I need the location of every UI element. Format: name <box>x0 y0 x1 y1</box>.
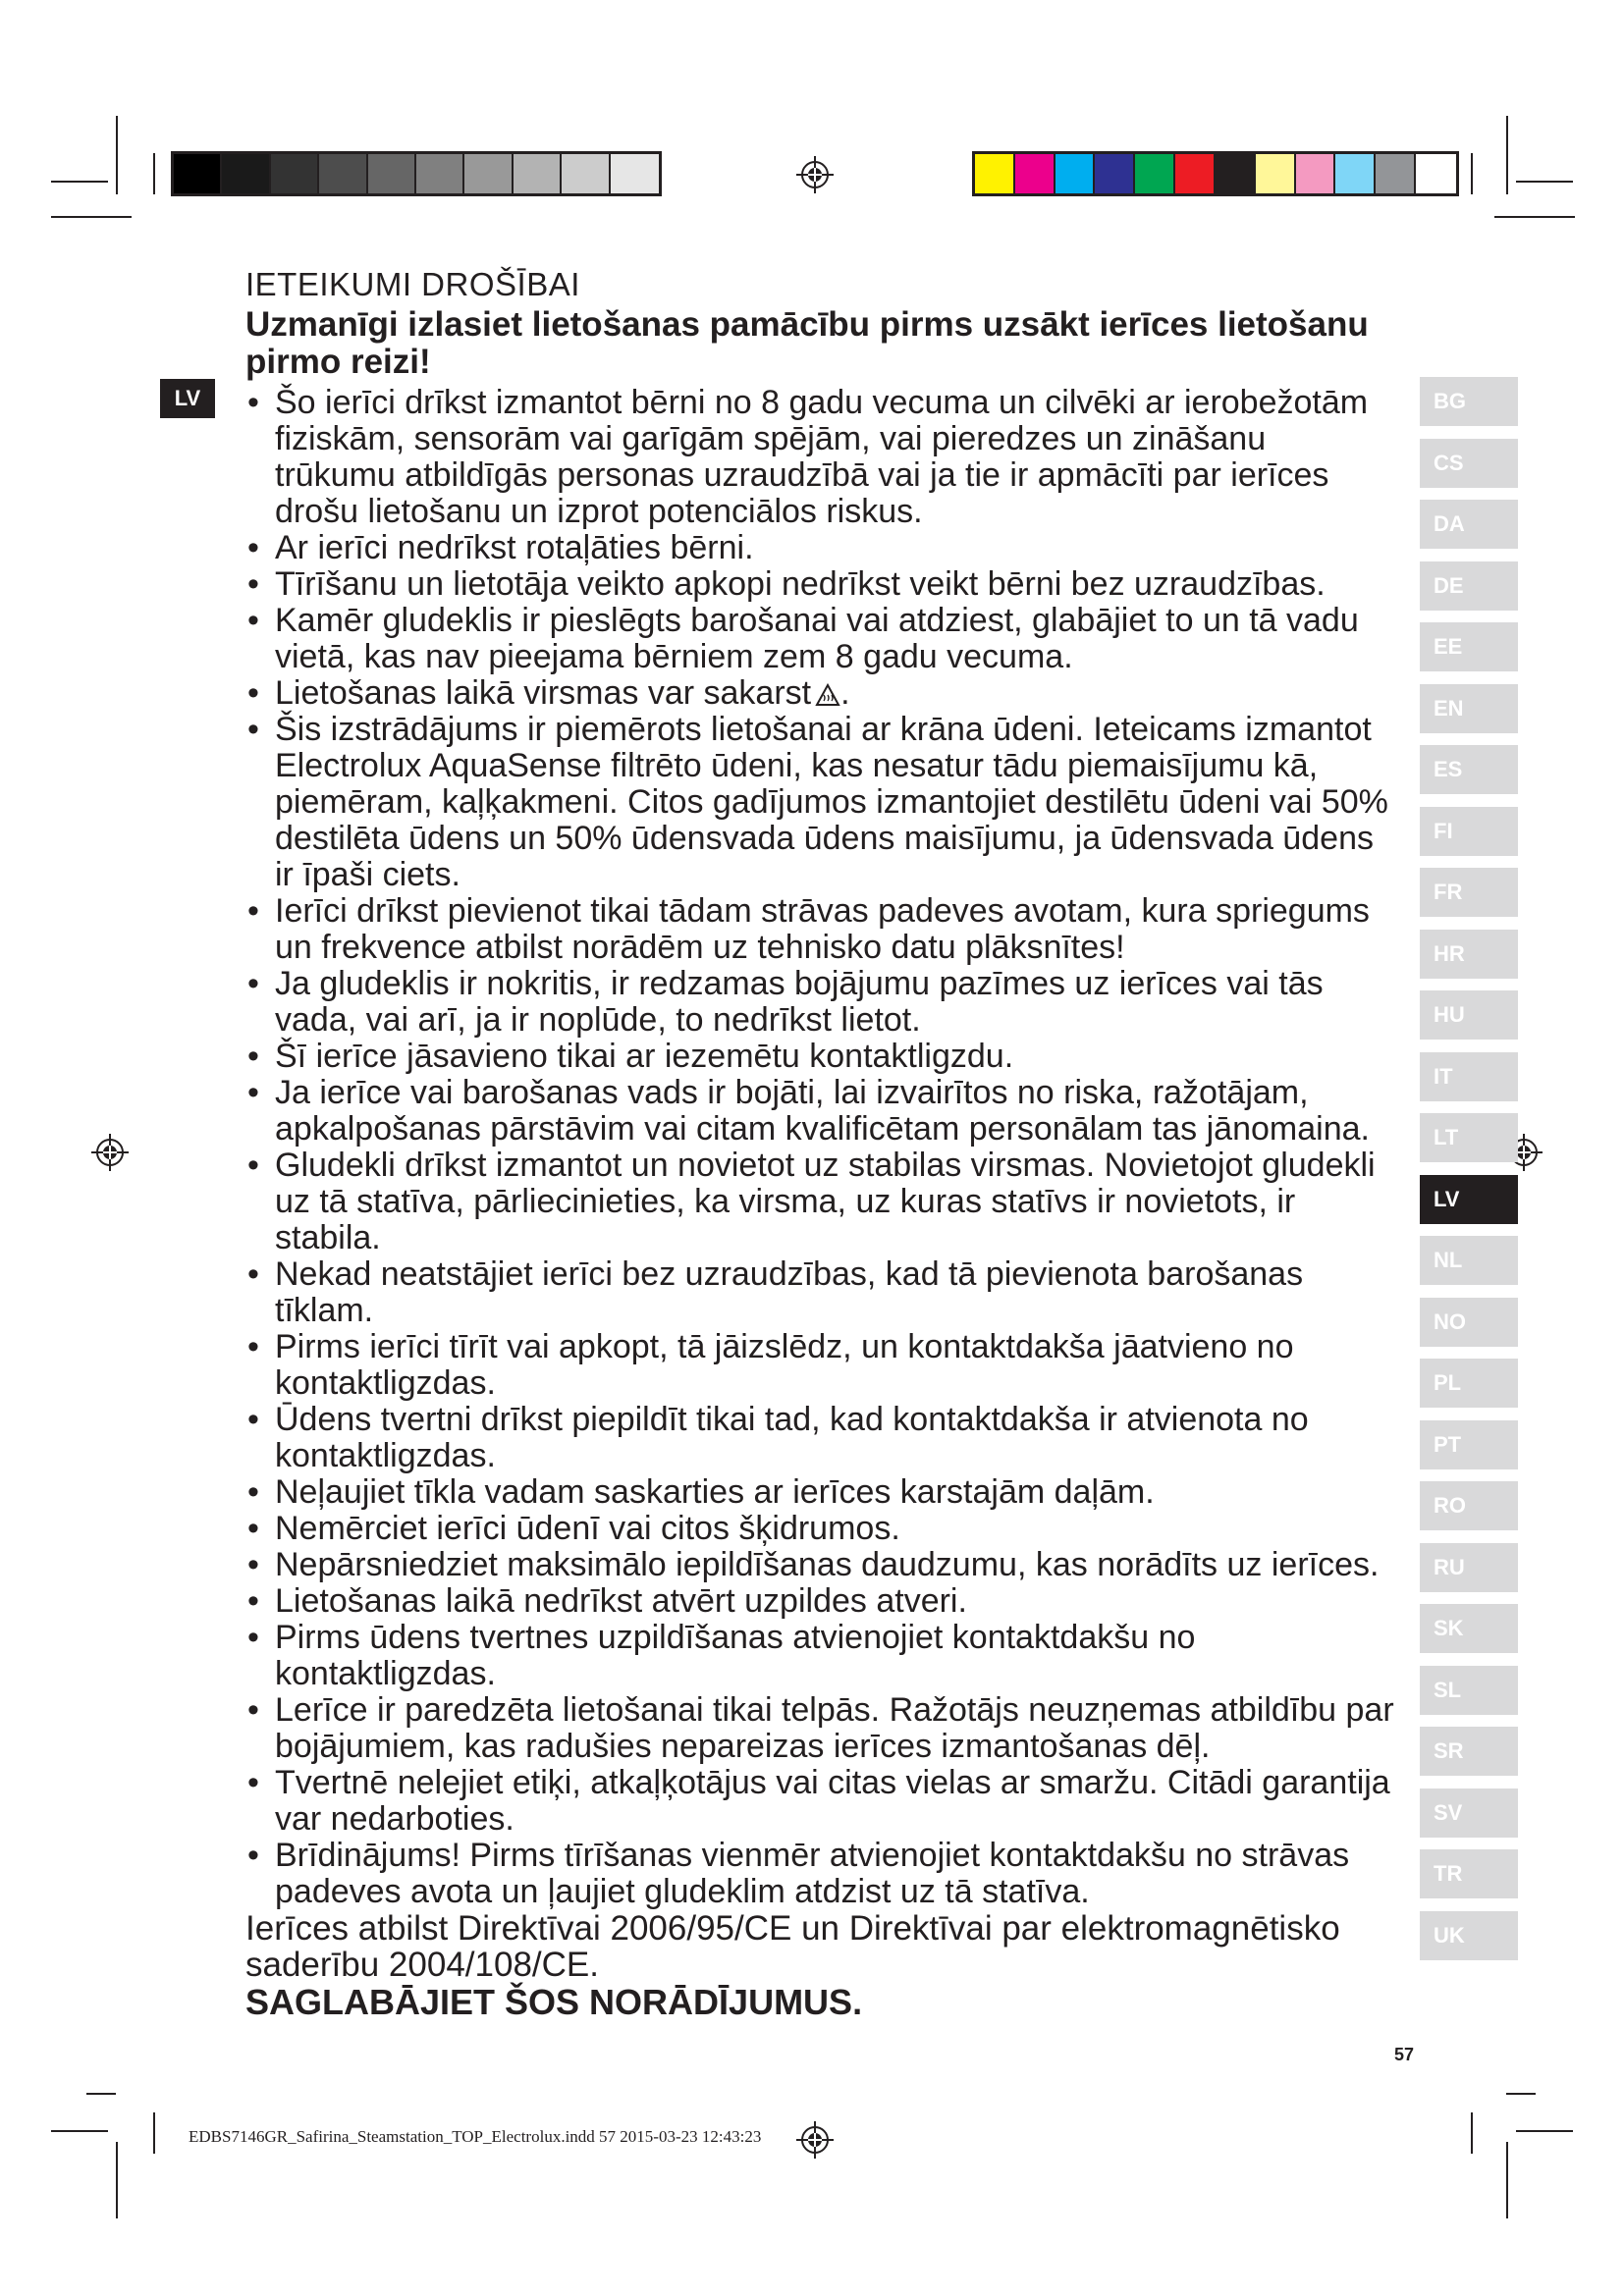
crop-mark <box>1506 2142 1508 2218</box>
language-tab-fi: FI <box>1420 807 1518 856</box>
instruction-text: Ja gludeklis ir nokritis, ir redzamas bojājumu pazīmes uz ierīces vai tās vada, vai arī, ja ir noplūde, to nedrīkst lietot. <box>275 965 1324 1039</box>
color-swatch <box>1376 154 1416 193</box>
instruction-item <box>245 893 1394 966</box>
language-tab-sr: SR <box>1420 1727 1518 1776</box>
instruction-item <box>245 1547 1394 1583</box>
color-swatch <box>464 154 513 193</box>
instruction-item: • Lietošanas laikā virsmas var sakarst . <box>245 675 1394 712</box>
instruction-item <box>245 1148 1394 1256</box>
color-swatch <box>174 154 222 193</box>
page-number: 57 <box>1394 2045 1415 2064</box>
registration-mark-icon <box>90 1133 130 1172</box>
color-swatch <box>1095 154 1135 193</box>
instruction-item <box>245 1583 1394 1620</box>
language-tab-bg: BG <box>1420 377 1518 426</box>
color-swatch <box>416 154 464 193</box>
crop-mark <box>1471 153 1473 194</box>
color-swatch <box>319 154 367 193</box>
crop-mark <box>1494 216 1575 218</box>
instruction-text: Tīrīšanu un lietotāja veikto apkopi nedrīkst veikt bērni bez uzraudzības. <box>275 565 1326 603</box>
instruction-item <box>245 385 1394 530</box>
crop-mark <box>153 2112 155 2154</box>
registration-mark-icon <box>795 2120 835 2160</box>
color-swatch <box>1175 154 1216 193</box>
crop-mark <box>1516 181 1573 183</box>
language-tab-ro: RO <box>1420 1481 1518 1530</box>
safety-instructions <box>245 265 1394 2022</box>
crop-mark <box>1506 2093 1536 2095</box>
instruction-item <box>245 1329 1394 1402</box>
language-tabs <box>1420 377 1518 1972</box>
side-language-tab: LV <box>160 379 215 418</box>
instruction-text: Nemērciet ierīci ūdenī vai citos šķidrumos. <box>275 1510 900 1547</box>
color-swatch <box>975 154 1015 193</box>
language-tab-hr: HR <box>1420 930 1518 979</box>
instruction-text: Šī ierīce jāsavieno tikai ar iezemētu kontaktligzdu. <box>275 1038 1014 1075</box>
instruction-item <box>245 712 1394 893</box>
instruction-text: Gludekli drīkst izmantot un novietot uz stabilas virsmas. Novietojot gludekli uz tā statīva, pārliecinieties, ka virsma, uz kuras statīvs ir novietots, ir stabila. <box>275 1147 1376 1256</box>
compliance-statement: Ierīces atbilst Direktīvai 2006/95/CE un Direktīvai par elektromagnētisko saderību 2004/108/CE. <box>245 1909 1340 1984</box>
instruction-item <box>245 1620 1394 1692</box>
color-swatch <box>1056 154 1096 193</box>
instruction-text: Šo ierīci drīkst izmantot bērni no 8 gadu vecuma un cilvēki ar ierobežotām fiziskām, sensorām vai garīgām spējām, vai pieredzes un zināšanu trūkumu atbildīgās personas uzraudzībā vai ja tie ir apmācīti par ierīces drošu lietošanu un izprot potenciālos riskus. <box>275 384 1369 530</box>
crop-mark <box>51 216 132 218</box>
language-tab-da: DA <box>1420 500 1518 549</box>
language-tab-uk: UK <box>1420 1911 1518 1960</box>
crop-mark <box>116 2142 118 2218</box>
color-swatch <box>1216 154 1256 193</box>
instruction-item <box>245 1838 1394 1910</box>
instruction-item <box>245 1474 1394 1511</box>
instruction-text: Neļaujiet tīkla vadam saskarties ar ierīces karstajām daļām. <box>275 1473 1155 1511</box>
language-tab-ru: RU <box>1420 1543 1518 1592</box>
instruction-text: Ierīci drīkst pievienot tikai tādam strāvas padeves avotam, kura spriegums un frekvence atbilst norādēm uz tehnisko datu plāksnītes! <box>275 892 1370 966</box>
instruction-item <box>245 1256 1394 1329</box>
language-tab-fr: FR <box>1420 868 1518 917</box>
instruction-list <box>245 385 1394 1910</box>
instruction-text: Lietošanas laikā virsmas var sakarst <box>275 674 812 712</box>
language-tab-cs: CS <box>1420 439 1518 488</box>
registration-mark-icon <box>795 155 835 194</box>
grayscale-color-bar <box>171 151 662 196</box>
color-swatch <box>1015 154 1056 193</box>
language-tab-es: ES <box>1420 745 1518 794</box>
crop-mark <box>116 116 118 194</box>
color-swatch <box>222 154 270 193</box>
language-tab-nl: NL <box>1420 1236 1518 1285</box>
language-tab-it: IT <box>1420 1052 1518 1101</box>
section-subheading: Uzmanīgi izlasiet lietošanas pamācību pirms uzsākt ierīces lietošanu pirmo reizi! <box>245 305 1369 381</box>
color-swatch <box>271 154 319 193</box>
save-notice: SAGLABĀJIET ŠOS NORĀDĪJUMUS. <box>245 1982 863 2022</box>
crop-mark <box>1506 116 1508 194</box>
instruction-item <box>245 1402 1394 1474</box>
language-tab-lv: LV <box>1420 1175 1518 1224</box>
language-tab-lt: LT <box>1420 1113 1518 1162</box>
instruction-text: Ar ierīci nedrīkst rotaļāties bērni. <box>275 529 754 566</box>
language-tab-pt: PT <box>1420 1420 1518 1469</box>
language-tab-no: NO <box>1420 1298 1518 1347</box>
instruction-item <box>245 1039 1394 1075</box>
instruction-text: Nekad neatstājiet ierīci bez uzraudzības, kad tā pievienota barošanas tīklam. <box>275 1255 1304 1329</box>
color-swatch <box>562 154 610 193</box>
color-swatch <box>1335 154 1376 193</box>
crop-mark <box>51 2130 108 2132</box>
print-slug: EDBS7146GR_Safirina_Steamstation_TOP_Electrolux.indd 57 2015-03-23 12:43:23 <box>189 2127 762 2146</box>
instruction-text: Šis izstrādājums ir piemērots lietošanai ar krāna ūdeni. Ieteicams izmantot Electrolux AquaSense filtrēto ūdeni, kas nesatur tādu piemaisījumu kā, piemēram, kaļķakmeni. Citos gadījumos izmantojiet destilētu ūdeni vai 50% destilēta ūdens un 50% ūdensvada ūdens maisījumu, ja ūdensvada ūdens ir īpaši ciets. <box>275 711 1388 893</box>
instruction-item <box>245 530 1394 566</box>
instruction-text: Lietošanas laikā nedrīkst atvērt uzpildes atveri. <box>275 1582 967 1620</box>
instruction-item <box>245 1511 1394 1547</box>
instruction-text: Tvertnē nelejiet etiķi, atkaļķotājus vai citas vielas ar smaržu. Citādi garantija var nedarboties. <box>275 1764 1390 1838</box>
instruction-text: Brīdinājums! Pirms tīrīšanas vienmēr atvienojiet kontaktdakšu no strāvas padeves avota un ļaujiet gludeklim atdzist uz tā statīva. <box>275 1837 1350 1910</box>
instruction-text: Nepārsniedziet maksimālo iepildīšanas daudzumu, kas norādīts uz ierīces. <box>275 1546 1380 1583</box>
hot-surface-warning-icon <box>815 683 840 707</box>
crop-mark <box>153 153 155 194</box>
crop-mark <box>51 181 108 183</box>
instruction-item <box>245 1765 1394 1838</box>
language-tab-sv: SV <box>1420 1789 1518 1838</box>
language-tab-en: EN <box>1420 684 1518 733</box>
instruction-item <box>245 566 1394 603</box>
instruction-item <box>245 1075 1394 1148</box>
color-swatch <box>368 154 416 193</box>
instruction-text: Pirms ūdens tvertnes uzpildīšanas atvienojiet kontaktdakšu no kontaktligzdas. <box>275 1619 1196 1692</box>
color-swatch <box>1256 154 1296 193</box>
crop-mark <box>86 2093 116 2095</box>
instruction-text: Ja ierīce vai barošanas vads ir bojāti, lai izvairītos no riska, ražotājam, apkalpošanas pārstāvim vai citam kvalificētam personālam tas jānomaina. <box>275 1074 1370 1148</box>
instruction-text: Pirms ierīci tīrīt vai apkopt, tā jāizslēdz, un kontaktdakša jāatvieno no kontaktligzdas. <box>275 1328 1294 1402</box>
instruction-text: Kamēr gludeklis ir pieslēgts barošanai vai atdziest, glabājiet to un tā vadu vietā, kas nav pieejama bērniem zem 8 gadu vecuma. <box>275 602 1359 675</box>
instruction-item <box>245 966 1394 1039</box>
language-tab-pl: PL <box>1420 1359 1518 1408</box>
crop-mark <box>1471 2112 1473 2154</box>
color-swatch <box>1135 154 1175 193</box>
crop-mark <box>1516 2130 1573 2132</box>
language-tab-sk: SK <box>1420 1604 1518 1653</box>
instruction-item <box>245 603 1394 675</box>
section-heading: IETEIKUMI DROŠĪBAI <box>245 266 580 302</box>
color-swatch <box>514 154 562 193</box>
instruction-text: Ūdens tvertni drīkst piepildīt tikai tad, kad kontaktdakša ir atvienota no kontaktligzdas. <box>275 1401 1309 1474</box>
language-tab-tr: TR <box>1420 1849 1518 1898</box>
color-swatch <box>1296 154 1336 193</box>
color-swatch <box>611 154 659 193</box>
language-tab-sl: SL <box>1420 1666 1518 1715</box>
process-color-bar <box>972 151 1459 196</box>
language-tab-ee: EE <box>1420 622 1518 671</box>
instruction-text: Lerīce ir paredzēta lietošanai tikai telpās. Ražotājs neuzņemas atbildību par bojājumiem, kas radušies nepareizas ierīces izmantošanas dēļ. <box>275 1691 1394 1765</box>
instruction-item <box>245 1692 1394 1765</box>
color-swatch <box>1416 154 1456 193</box>
language-tab-hu: HU <box>1420 990 1518 1040</box>
language-tab-de: DE <box>1420 561 1518 611</box>
